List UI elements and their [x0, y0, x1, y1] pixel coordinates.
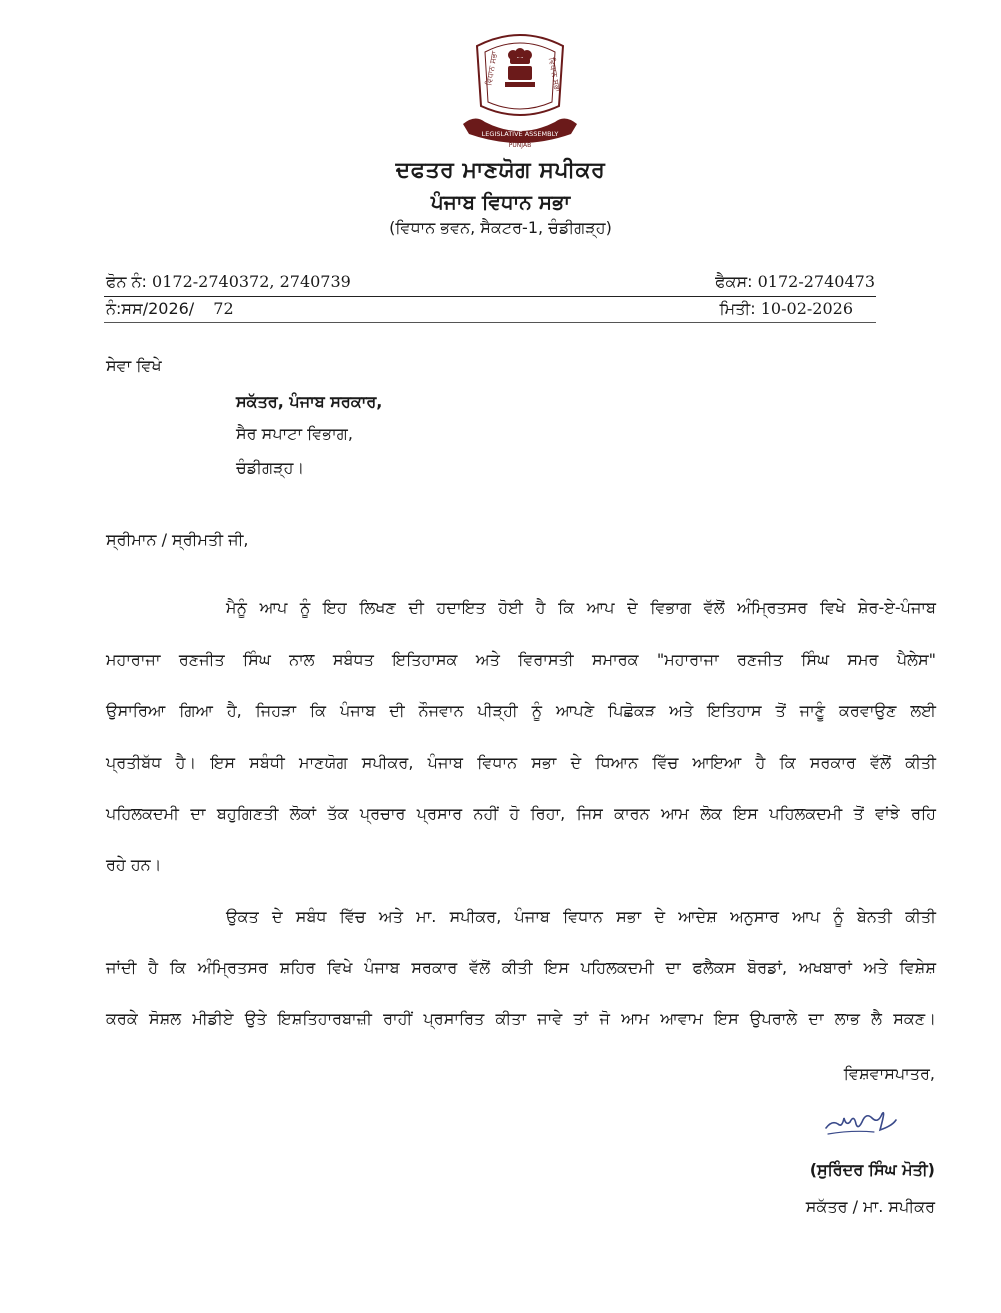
emblem-right-text: ਵਿਧਾਨ ਸਭਾ: [547, 56, 562, 93]
phone-value: 0172-2740372, 2740739: [152, 272, 351, 291]
office-address: (ਵਿਧਾਨ ਭਵਨ, ਸੈਕਟਰ-1, ਚੰਡੀਗੜ੍ਹ): [389, 218, 612, 237]
paragraph-line: ਕਰਕੇ ਸੋਸ਼ਲ ਮੀਡੀਏ ਉਤੇ ਇਸ਼ਤਿਹਾਰਬਾਜ਼ੀ ਰਾਹੀਂ ਪ੍ਰਸਾਰਿਤ ਕੀਤਾ ਜਾਵੇ ਤਾਂ ਜੋ ਆਮ ਆਵਾਮ ਇਸ ਉਪਰਾਲੇ ਦਾ ਲਾਭ ਲੈ ਸਕਣ।: [106, 1009, 936, 1028]
reference-line: [106, 299, 234, 319]
recipient-line-3: ਚੰਡੀਗੜ੍ਹ।: [236, 458, 305, 477]
paragraph-line: ਪ੍ਰਤੀਬੱਧ ਹੈ। ਇਸ ਸਬੰਧੀ ਮਾਣਯੋਗ ਸਪੀਕਰ, ਪੰਜਾਬ ਵਿਧਾਨ ਸਭਾ ਦੇ ਧਿਆਨ ਵਿੱਚ ਆਇਆ ਹੈ ਕਿ ਸਰਕਾਰ ਵੱਲੋਂ ਕੀਤੀ: [106, 753, 936, 772]
fax-line: [715, 272, 875, 292]
fax-value: 0172-2740473: [757, 272, 875, 291]
salutation: ਸ੍ਰੀਮਾਨ / ਸ੍ਰੀਮਤੀ ਜੀ,: [106, 530, 249, 549]
phone-line: [106, 272, 351, 292]
office-title: ਦਫਤਰ ਮਾਣਯੋਗ ਸਪੀਕਰ: [395, 158, 606, 183]
paragraph-line: ਮੈਨੂੰ ਆਪ ਨੂੰ ਇਹ ਲਿਖਣ ਦੀ ਹਦਾਇਤ ਹੋਈ ਹੈ ਕਿ ਆਪ ਦੇ ਵਿਭਾਗ ਵੱਲੋਂ ਅੰਮ੍ਰਿਤਸਰ ਵਿਖੇ ਸ਼ੇਰ-ਏ-ਪੰਜਾਬ: [226, 598, 936, 617]
reference-number: 72: [213, 299, 234, 318]
assembly-emblem-icon: [455, 28, 585, 150]
date-label: ਮਿਤੀ:: [719, 299, 756, 318]
reference-label: ਨੰ:ਸਸ/2026/: [106, 299, 195, 318]
date-value: 10-02-2026: [760, 299, 853, 318]
closing: ਵਿਸ਼ਵਾਸਪਾਤਰ,: [843, 1064, 935, 1083]
recipient-line-1: ਸਕੱਤਰ, ਪੰਜਾਬ ਸਰਕਾਰ,: [236, 392, 383, 411]
signatory-designation: ਸਕੱਤਰ / ਮਾ. ਸਪੀਕਰ: [805, 1197, 935, 1216]
assembly-title: ਪੰਜਾਬ ਵਿਧਾਨ ਸਭਾ: [430, 190, 571, 214]
date-line: [720, 299, 853, 319]
emblem-left-text: ਵਿਧਾਨ ਸਭਾ: [484, 50, 500, 87]
emblem-banner-text: LEGISLATIVE ASSEMBLY: [481, 130, 559, 138]
paragraph-line: ਉਕਤ ਦੇ ਸਬੰਧ ਵਿੱਚ ਅਤੇ ਮਾ. ਸਪੀਕਰ, ਪੰਜਾਬ ਵਿਧਾਨ ਸਭਾ ਦੇ ਆਦੇਸ਼ ਅਨੁਸਾਰ ਆਪ ਨੂੰ ਬੇਨਤੀ ਕੀਤੀ: [226, 907, 936, 926]
signature-icon: [822, 1100, 898, 1140]
paragraph-line: ਰਹੇ ਹਨ।: [106, 855, 162, 874]
paragraph-line: ਉਸਾਰਿਆ ਗਿਆ ਹੈ, ਜਿਹੜਾ ਕਿ ਪੰਜਾਬ ਦੀ ਨੌਜਵਾਨ ਪੀੜ੍ਹੀ ਨੂੰ ਆਪਣੇ ਪਿਛੋਕੜ ਅਤੇ ਇਤਿਹਾਸ ਤੋਂ ਜਾਣੂੰ ਕਰਵਾਉਣ ਲਈ: [106, 701, 936, 720]
header-divider: [104, 296, 876, 297]
recipient-line-2: ਸੈਰ ਸਪਾਟਾ ਵਿਭਾਗ,: [236, 424, 353, 443]
reference-divider: [104, 322, 876, 323]
sewa-vikhe: ਸੇਵਾ ਵਿਖੇ: [106, 356, 162, 375]
paragraph-line: ਮਹਾਰਾਜਾ ਰਣਜੀਤ ਸਿੰਘ ਨਾਲ ਸਬੰਧਤ ਇਤਿਹਾਸਕ ਅਤੇ ਵਿਰਾਸਤੀ ਸਮਾਰਕ "ਮਹਾਰਾਜਾ ਰਣਜੀਤ ਸਿੰਘ ਸਮਰ ਪੈਲੇਸ": [106, 650, 936, 669]
signatory-name: (ਸੁਰਿੰਦਰ ਸਿੰਘ ਮੋਤੀ): [809, 1160, 935, 1179]
emblem-sub-banner-text: PUNJAB: [508, 142, 532, 149]
paragraph-line: ਪਹਿਲਕਦਮੀ ਦਾ ਬਹੁਗਿਣਤੀ ਲੋਕਾਂ ਤੱਕ ਪ੍ਰਚਾਰ ਪ੍ਰਸਾਰ ਨਹੀਂ ਹੋ ਰਿਹਾ, ਜਿਸ ਕਾਰਨ ਆਮ ਲੋਕ ਇਸ ਪਹਿਲਕਦਮੀ ਤੋਂ ਵਾਂਝੇ ਰਹਿ: [106, 804, 936, 823]
paragraph-line: ਜਾਂਦੀ ਹੈ ਕਿ ਅੰਮ੍ਰਿਤਸਰ ਸ਼ਹਿਰ ਵਿਖੇ ਪੰਜਾਬ ਸਰਕਾਰ ਵੱਲੋਂ ਕੀਤੀ ਇਸ ਪਹਿਲਕਦਮੀ ਦਾ ਫਲੈਕਸ ਬੋਰਡਾਂ, ਅਖਬਾਰਾਂ ਅਤੇ ਵਿਸ਼ੇਸ਼: [106, 958, 936, 977]
phone-label: ਫੋਨ ਨੰ:: [106, 272, 147, 291]
fax-label: ਫੈਕਸ:: [715, 272, 753, 291]
